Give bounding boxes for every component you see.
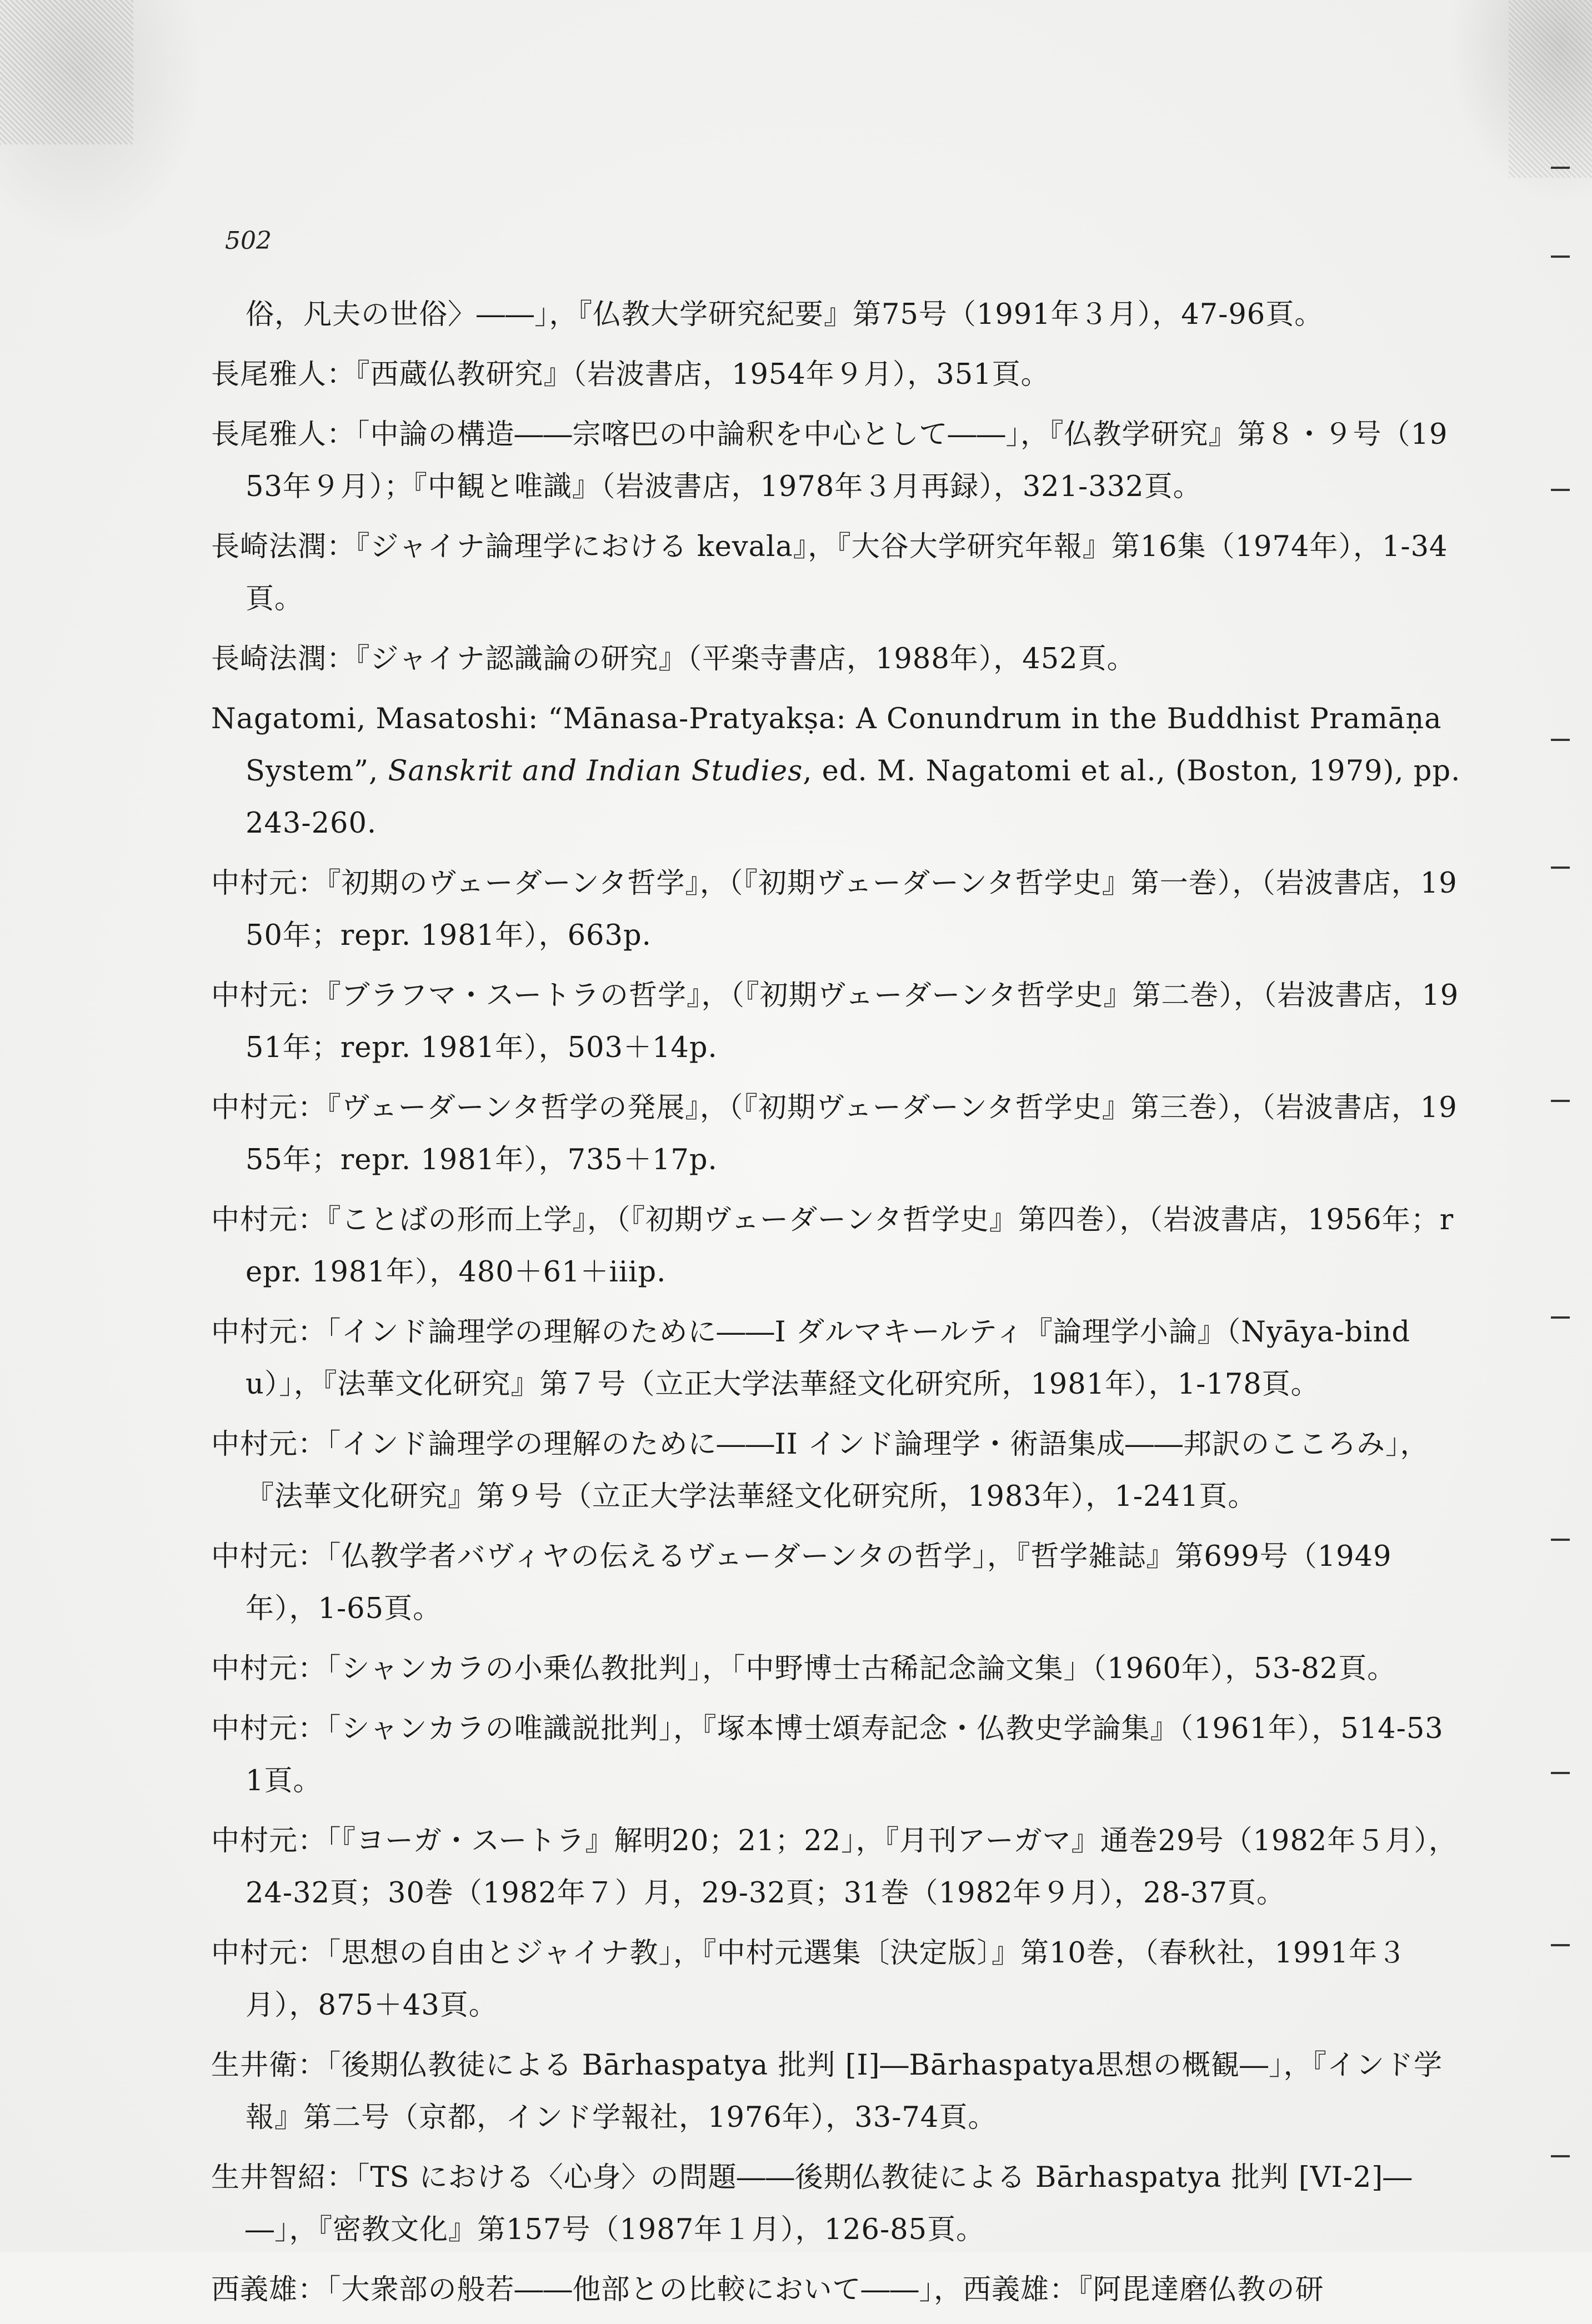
bibliography-entry: 中村元：『初期のヴェーダーンタ哲学』，（『初期ヴェーダーンタ哲学史』第一巻），（岩波書店，1950年；repr. 1981年），663p.: [211, 867, 1458, 952]
edge-mark: [1551, 2155, 1570, 2157]
bibliography-entry: 西義雄：「大衆部の般若――他部との比較において――」，西義雄：『阿毘達磨仏教の研: [211, 2273, 1324, 2306]
page-number: 502: [225, 227, 272, 255]
edge-mark: [1551, 1539, 1570, 1541]
bibliography-entry: 中村元：「思想の自由とジャイナ教」，『中村元選集〔決定版〕』第10巻，（春秋社，1991年３月），875＋43頁。: [211, 1937, 1407, 2022]
bibliography-entry: 中村元：「インド論理学の理解のために――I ダルマキールティ『論理学小論』（Nyāya-bindu）」，『法華文化研究』第７号（立正大学法華経文化研究所，1981年），1-178頁。: [211, 1316, 1411, 1401]
edge-mark: [1551, 1772, 1570, 1774]
edge-mark: [1551, 739, 1570, 741]
bibliography-entry: 生井智紹：「TS における〈心身〉の問題――後期仏教徒による Bārhaspatya 批判 [VI-2]――」，『密教文化』第157号（1987年１月），126-85頁。: [211, 2161, 1413, 2246]
edge-mark: [1551, 1944, 1570, 1946]
scan-noise-top-left: [0, 0, 133, 144]
bibliography-entry: 長尾雅人：『西蔵仏教研究』（岩波書店，1954年９月），351頁。: [211, 358, 1050, 391]
bibliography-entry: 中村元：「仏教学者バヴィヤの伝えるヴェーダーンタの哲学」，『哲学雑誌』第699号（1949年），1-65頁。: [211, 1540, 1392, 1625]
edge-mark: [1551, 167, 1570, 169]
bibliography-entry: 長尾雅人：「中論の構造――宗喀巴の中論釈を中心として――」，『仏教学研究』第８・９号（1953年９月）；『中観と唯識』（岩波書店，1978年３月再録），321-332頁。: [211, 418, 1448, 503]
italic-title: Sanskrit and Indian Studies: [388, 755, 803, 788]
bibliography-entry: 中村元：『ことばの形而上学』，（『初期ヴェーダーンタ哲学史』第四巻），（岩波書店，1956年；repr. 1981年），480＋61＋iiip.: [211, 1204, 1454, 1289]
bibliography-entry: 中村元：「シャンカラの小乗仏教批判」，「中野博士古稀記念論文集」（1960年），53-82頁。: [211, 1652, 1396, 1685]
edge-mark: [1551, 256, 1570, 258]
bibliography-list: [211, 289, 1461, 2324]
edge-mark: [1551, 489, 1570, 491]
bibliography-entry: 生井衛：「後期仏教徒による Bārhaspatya 批判 [I]―Bārhaspatya思想の概観―」，『インド学報』第二号（京都，インド学報社，1976年），33-74頁。: [211, 2049, 1443, 2134]
bibliography-entry: 中村元：「『ヨーガ・スートラ』解明20；21；22」，『月刊アーガマ』通巻29号（1982年５月），24-32頁；30巻（1982年７）月，29-32頁；31巻（1982年９月），28-37頁。: [211, 1825, 1458, 1910]
edge-mark: [1551, 867, 1570, 869]
bibliography-entry: 長崎法潤：『ジャイナ認識論の研究』（平楽寺書店，1988年），452頁。: [211, 643, 1136, 675]
bibliography-entry: 中村元：『ブラフマ・スートラの哲学』，（『初期ヴェーダーンタ哲学史』第二巻），（岩波書店，1951年；repr. 1981年），503＋14p.: [211, 979, 1459, 1064]
right-edge-marks: [1536, 0, 1570, 2252]
bibliography-entry: 中村元：『ヴェーダーンタ哲学の発展』，（『初期ヴェーダーンタ哲学史』第三巻），（岩波書店，1955年；repr. 1981年），735＋17p.: [211, 1091, 1458, 1176]
bibliography-entry: 長崎法潤：『ジャイナ論理学における kevala』，『大谷大学研究年報』第16集（1974年），1-34頁。: [211, 530, 1448, 615]
edge-mark: [1551, 1316, 1570, 1319]
bibliography-entry: 俗，凡夫の世俗〉――」，『仏教大学研究紀要』第75号（1991年３月），47-96頁。: [246, 298, 1324, 331]
bibliography-entry: Nagatomi, Masatoshi: “Mānasa-Pratyakṣa: A Conundrum in the Buddhist Pramāṇa System”, Sanskrit and Indian Studies, ed. M. Nagatomi et al., (Boston, 1979), pp. 243-260.: [211, 703, 1461, 840]
bibliography-entry: 中村元：「シャンカラの唯識説批判」，『塚本博士頌寿記念・仏教史学論集』（1961年），514-531頁。: [211, 1712, 1444, 1797]
bibliography-entry: 中村元：「インド論理学の理解のために――II インド論理学・術語集成――邦訳のこころみ」，『法華文化研究』第９号（立正大学法華経文化研究所，1983年），1-241頁。: [211, 1428, 1429, 1513]
edge-mark: [1551, 1100, 1570, 1102]
